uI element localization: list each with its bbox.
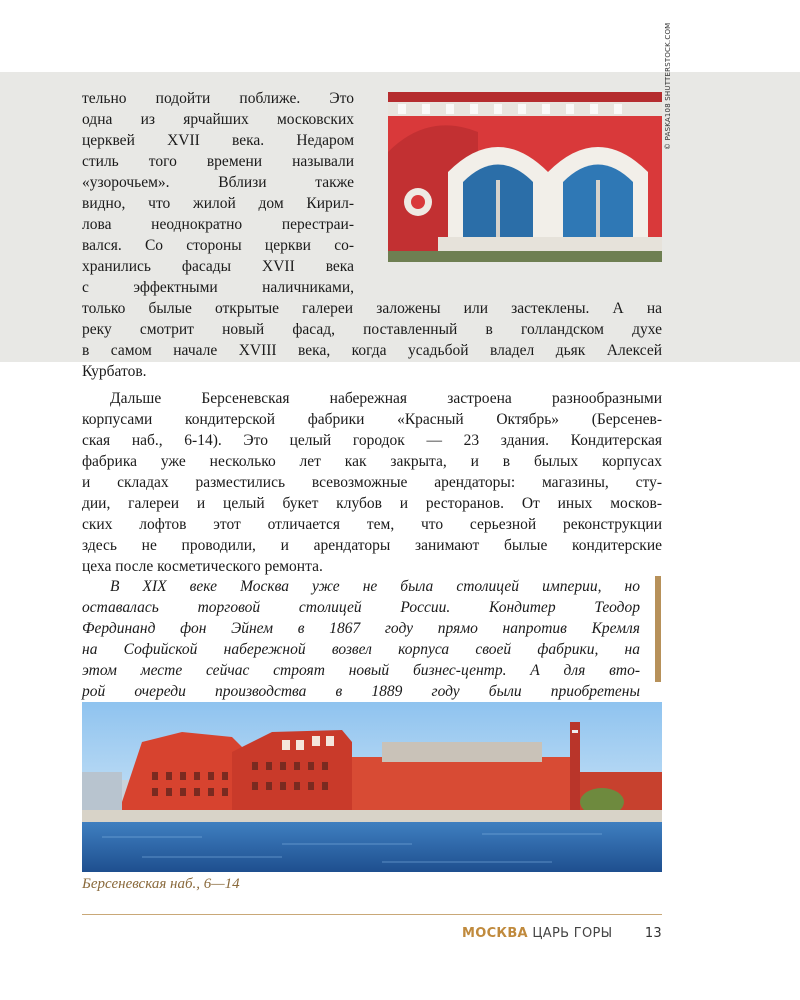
box-line: стиль того времени называли xyxy=(82,153,354,170)
main-line: здесь не проводили, и арендаторы занимают былые кондитерские xyxy=(82,537,662,554)
box-line: только былые открытые галереи заложены или застеклены. А на xyxy=(82,300,662,317)
box-line: одна из ярчайших московских xyxy=(82,111,354,128)
box-line: лова неоднократно перестраи- xyxy=(82,216,354,233)
box-line: хранились фасады XVII века xyxy=(82,258,354,275)
page-footer xyxy=(462,926,662,941)
main-line: цеха после косметического ремонта. xyxy=(82,558,323,575)
main-line: фабрика уже несколько лет как закрыта, и в былых корпусах xyxy=(82,453,662,470)
box-line: Курбатов. xyxy=(82,363,147,380)
factory-panorama-photo xyxy=(82,702,662,872)
box-line: в самом начале XVIII века, когда усадьбой владел дьяк Алексей xyxy=(82,342,662,359)
box-line: реку смотрит новый фасад, поставленный в голландском духе xyxy=(82,321,662,338)
main-line: дии, галереи и целый букет клубов и ресторанов. От иных москов- xyxy=(82,495,662,512)
box-line: с эффектными наличниками, xyxy=(82,279,354,296)
sidebar-line: этом месте сейчас строят новый бизнес-центр. А для вто- xyxy=(82,662,640,679)
footer-brand: МОСКВА xyxy=(461,926,528,941)
main-line: Дальше Берсеневская набережная застроена разнообразными xyxy=(110,390,662,407)
footer-rule xyxy=(82,914,662,915)
sidebar-line: рой очереди производства в 1889 году были приобретены xyxy=(82,683,640,700)
box-line: церквей XVII века. Недаром xyxy=(82,132,354,149)
page-number: 13 xyxy=(644,926,662,941)
sidebar-line: на Софийской набережной возвел корпуса своей фабрики, на xyxy=(82,641,640,658)
photo-caption: Берсеневская наб., 6—14 xyxy=(82,876,240,892)
sidebar-line: оставалась торговой столицей России. Кондитер Теодор xyxy=(82,599,640,616)
photo-credit: © PASKA108 SHUTTERSTOCK.COM xyxy=(664,22,672,150)
sidebar-accent-bar xyxy=(655,576,661,682)
box-line: «узорочьем». Вблизи также xyxy=(82,174,354,191)
box-line: видно, что жилой дом Кирил- xyxy=(82,195,354,212)
main-line: ская наб., 6-14). Это целый городок — 23 здания. Кондитерская xyxy=(82,432,662,449)
sidebar-line: Фердинанд фон Эйнем в 1867 году прямо напротив Кремля xyxy=(82,620,640,637)
box-line: вался. Со стороны церкви со- xyxy=(82,237,354,254)
footer-title: ЦАРЬ ГОРЫ xyxy=(532,926,613,941)
box-line: тельно подойти поближе. Это xyxy=(82,90,354,107)
main-line: корпусами кондитерской фабрики «Красный Октябрь» (Берсенев- xyxy=(82,411,662,428)
sidebar-line: В XIX веке Москва уже не была столицей империи, но xyxy=(110,578,640,595)
church-facade-photo xyxy=(388,92,662,262)
main-line: ских лофтов этот отличается тем, что серьезной реконструкции xyxy=(82,516,662,533)
main-line: и складах разместились всевозможные арендаторы: магазины, сту- xyxy=(82,474,662,491)
